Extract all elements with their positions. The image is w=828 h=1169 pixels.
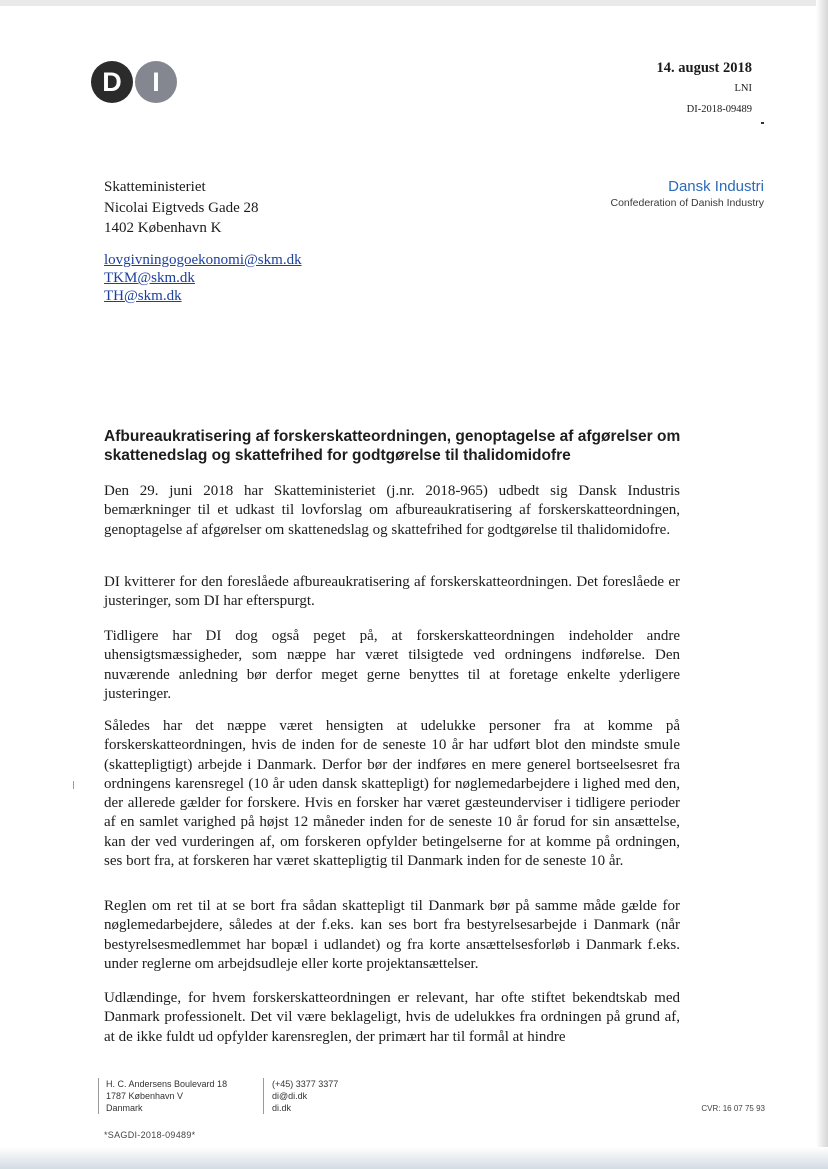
di-logo bbox=[91, 61, 177, 103]
footer-email[interactable]: di@di.dk bbox=[272, 1091, 308, 1101]
footer-line: 1787 København V bbox=[106, 1091, 184, 1101]
scan-mark bbox=[761, 122, 764, 124]
recipient-address bbox=[104, 177, 259, 239]
sender-brand bbox=[610, 178, 764, 210]
logo-letter-d: D bbox=[91, 61, 133, 103]
scan-bottom-edge bbox=[0, 1147, 828, 1169]
recipient-emails bbox=[104, 251, 302, 305]
footer-contact bbox=[263, 1078, 338, 1114]
body-paragraph: Reglen om ret til at se bort fra sådan skattepligt til Danmark bør på samme måde gælde for nøglemedarbejdere, således at der f.eks. kan ses bort fra bestyrelsesarbejde i Danmark (når bestyrelsesmedlemmet har bopæl i udlandet) og fra korte ansættelsesforløb i Danmark f.eks. under reglerne om arbejdsudleje eller korte projektansættelser. bbox=[104, 898, 680, 972]
body-paragraph: Tidligere har DI dog også peget på, at forskerskatteordningen indeholder andre uhensigtsmæssigheder, som næppe har været tilsigtede ved ordningens indførelse. Den nuværende anledning bør derfor meget gerne benyttes til at foretage enkelte yderligere justeringer. bbox=[104, 628, 680, 702]
body-paragraph: Den 29. juni 2018 har Skatteministeriet (j.nr. 2018-965) udbedt sig Dansk Industris bemærkninger til et udkast til lovforslag om afbureaukratisering af forskerskatteordningen, genoptagelse af afgørelser om skattenedslag og skattefrihed for godtgørelse til thalidomidofre. bbox=[104, 483, 680, 538]
recipient-line: 1402 København K bbox=[104, 220, 222, 236]
body-paragraph: Således har det næppe været hensigten at udelukke personer fra at komme på forskerskatteordningen, hvis de inden for de seneste 10 år har udført blot den mindste smule (skattepligtigt) arbejde i Danmark. Derfor bør der indføres en mere generel bortseelsesret fra ordningens karensregel (10 år uden dansk skattepligt) for nøglemedarbejdere i lighed med den, der allerede gælder for forskere. Hvis en forsker har været gæsteunderviser i tidligere perioder af en samlet varighed på højst 12 måneder inden for de seneste 10 år forud for sin ansættelse, kan der ved vurderingen af, om forskeren opfylder betingelserne for at komme på ordningen, ses bort fra, at forskeren har været skattepligtig til Danmark inden for de seneste 10 år. bbox=[104, 718, 680, 870]
recipient-line: Skatteministeriet bbox=[104, 179, 206, 195]
barcode-text: *SAGDI-2018-09489* bbox=[104, 1130, 196, 1140]
email-link[interactable]: lovgivningogoekonomi@skm.dk bbox=[104, 252, 302, 268]
footer-line: Danmark bbox=[106, 1103, 143, 1113]
footer-website[interactable]: di.dk bbox=[272, 1103, 292, 1113]
recipient-line: Nicolai Eigtveds Gade 28 bbox=[104, 199, 259, 216]
footer-line: H. C. Andersens Boulevard 18 bbox=[106, 1079, 228, 1089]
footer-cvr: CVR: 16 07 75 93 bbox=[701, 1104, 765, 1113]
brand-subtitle: Confederation of Danish Industry bbox=[610, 197, 764, 209]
scan-right-edge bbox=[816, 0, 828, 1169]
scan-top-edge bbox=[0, 0, 828, 6]
letter-date: 14. august 2018 bbox=[656, 60, 752, 76]
body-paragraph: Udlændinge, for hvem forskerskatteordningen er relevant, har ofte stiftet bekendtskab med Danmark professionelt. Det vil være beklageligt, hvis de udelukkes fra ordningen på grund af, at de ikke fuldt ud opfylder karensreglen, der primært har til formål at hindre bbox=[104, 990, 680, 1045]
body-paragraph: DI kvitterer for den foreslåede afbureaukratisering af forskerskatteordningen. Det foreslåede er justeringer, som DI har efterspurgt. bbox=[104, 574, 680, 610]
footer-phone: (+45) 3377 3377 bbox=[272, 1079, 339, 1089]
email-link[interactable]: TKM@skm.dk bbox=[104, 270, 195, 286]
email-link[interactable]: TH@skm.dk bbox=[104, 288, 182, 304]
footer-address bbox=[98, 1078, 227, 1114]
brand-name: Dansk Industri bbox=[668, 178, 764, 195]
author-initials: LNI bbox=[734, 83, 752, 94]
logo-letter-i: I bbox=[135, 61, 177, 103]
scan-mark bbox=[73, 781, 74, 789]
letter-title: Afbureaukratisering af forskerskatteordningen, genoptagelse af afgørelser om skattenedslag og skattefrihed for godtgørelse til thalidomidofre bbox=[104, 428, 681, 464]
case-reference: DI-2018-09489 bbox=[686, 104, 752, 115]
letter-meta bbox=[657, 58, 752, 120]
